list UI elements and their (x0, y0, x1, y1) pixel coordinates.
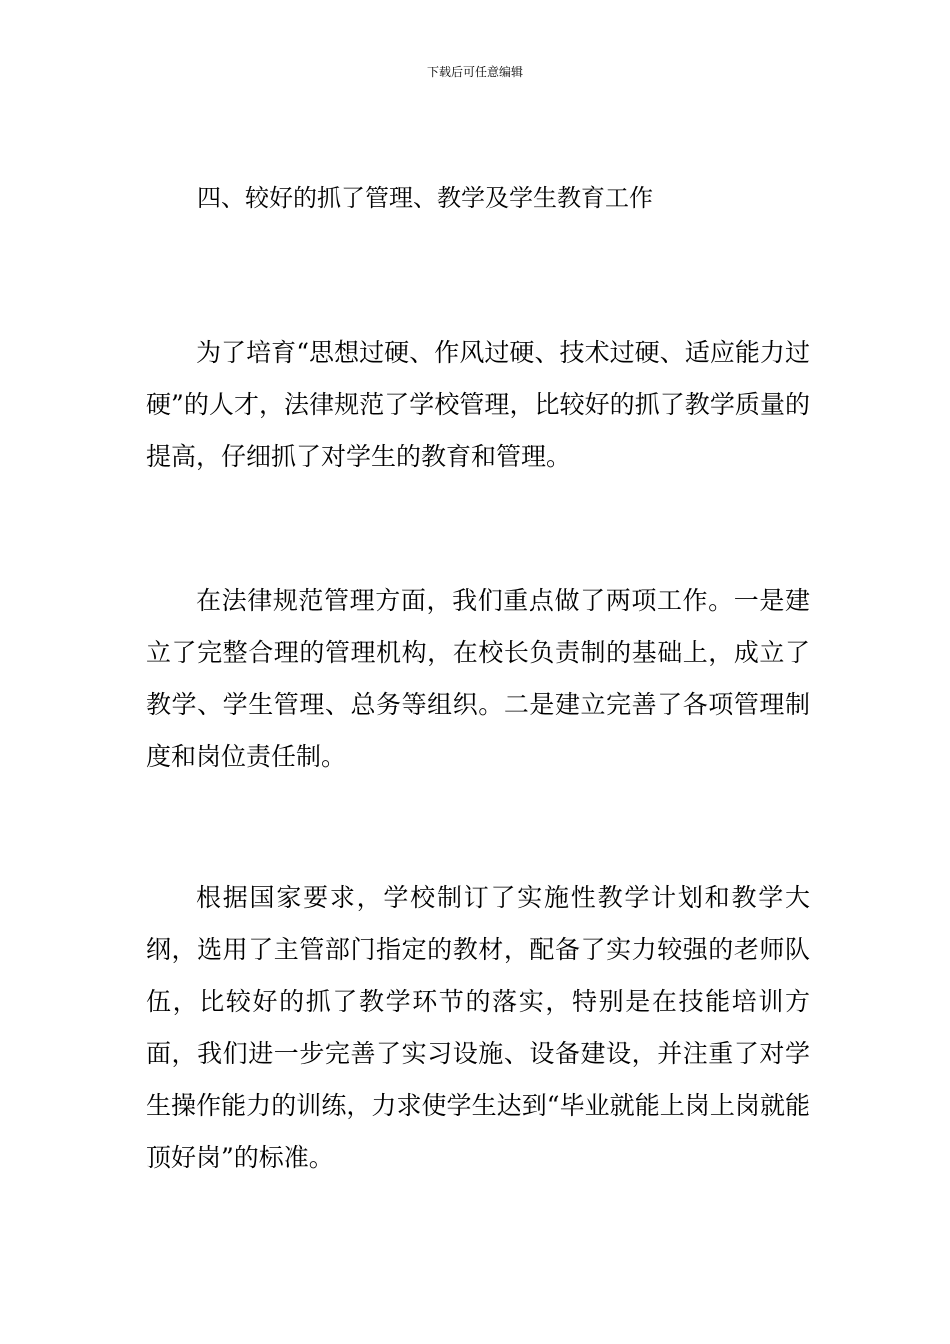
section-heading: 四、较好的抓了管理、教学及学生教育工作 (197, 184, 653, 212)
paragraph-management: 在法律规范管理方面，我们重点做了两项工作。一是建立了完整合理的管理机构，在校长负责制的基础上，成立了教学、学生管理、总务等组织。二是建立完善了各项管理制度和岗位责任制。 (146, 586, 810, 771)
paragraph-talent-cultivation: 为了培育“思想过硬、作风过硬、技术过硬、适应能力过硬”的人才，法律规范了学校管理，比较好的抓了教学质量的提高，仔细抓了对学生的教育和管理。 (146, 338, 810, 471)
header-note: 下载后可任意编辑 (426, 65, 523, 79)
paragraph-teaching: 根据国家要求，学校制订了实施性教学计划和教学大纲，选用了主管部门指定的教材，配备了实力较强的老师队伍，比较好的抓了教学环节的落实，特别是在技能培训方面，我们进一步完善了实习设施、设备建设，并注重了对学生操作能力的训练，力求使学生达到“毕业就能上岗上岗就能顶好岗”的标准。 (146, 883, 810, 1172)
